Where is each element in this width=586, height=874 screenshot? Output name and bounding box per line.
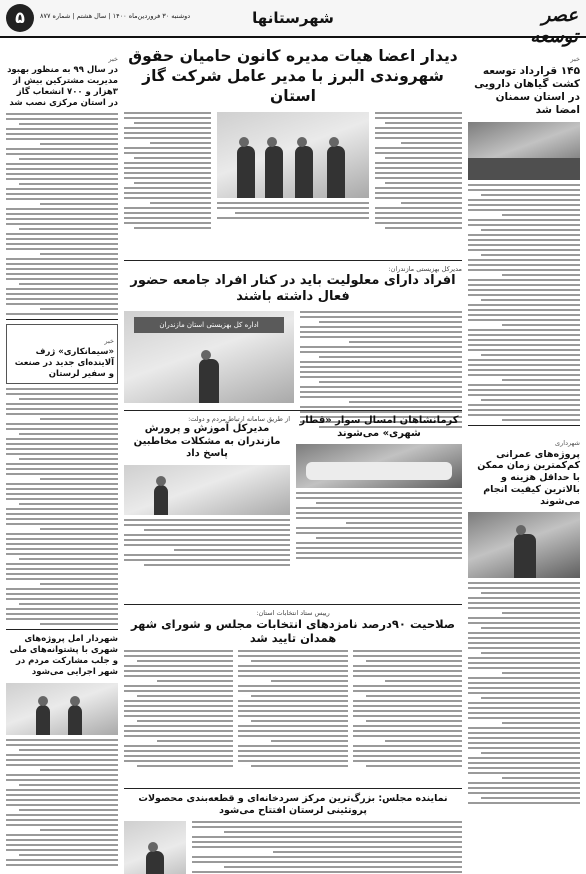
left-story1-body <box>6 113 118 315</box>
banner: اداره کل بهزیستی استان مازندران <box>134 317 284 333</box>
main-story4-body <box>296 492 462 559</box>
issue-info: دوشنبه ۳۰ فروردین‌ماه ۱۴۰۰ | سال هشتم | شماره ۸۷۷ <box>40 12 191 20</box>
main-story3-photo <box>124 465 290 515</box>
main-story1-photo <box>217 112 369 198</box>
main-story1-body-right <box>375 112 462 232</box>
main-story3-4 <box>124 406 462 566</box>
left-story3-photo <box>6 683 118 735</box>
main-story1 <box>124 46 462 232</box>
left-story2-body <box>6 388 118 625</box>
left-tag: خبر <box>108 55 118 63</box>
divider <box>468 425 580 426</box>
main-story3-tag: از طریق سامانه ارتباط مردم و دولت: <box>188 415 290 423</box>
right-story2-body <box>468 582 580 804</box>
main-story1-title: دیدار اعضا هیات مدیره کانون حامیان حقوق شهروندی البرز با مدیر عامل شرکت گاز استان <box>128 47 458 106</box>
right-story2-photo <box>468 512 580 578</box>
right-story1-body <box>468 184 580 421</box>
page-number: ۵ <box>6 4 34 32</box>
right-story2-title: پروژه‌های عمرانی کم‌کمترین زمان ممکن با حداقل هزینه و بالاترین کیفیت انجام می‌شوند <box>477 448 580 507</box>
page-header <box>0 0 586 47</box>
main-story4-photo <box>296 444 462 488</box>
right-tag: خبر <box>570 55 580 63</box>
main-story4 <box>296 415 462 566</box>
right-story1-photo <box>468 122 580 180</box>
main-story6-title: نماینده مجلس: بزرگ‌ترین مرکز سردخانه‌ای و قطعه‌بندی محصولات پروتئینی لرستان افتتاح می‌شود <box>138 793 448 816</box>
right-column <box>468 46 580 870</box>
right-story1-title: ۱۴۵ قرارداد توسعه کشت گیاهان دارویی در استان سمنان امضا شد <box>474 65 580 117</box>
main-story3-title: مدیرکل آموزش و پرورش مازندران به مشکلات مخاطبین پاسخ داد <box>133 423 281 459</box>
brand-name: عصر توسعه <box>530 5 578 47</box>
main-story4-title: کرمانشاهان امسال سوار «قطار شهری» می‌شوند <box>299 415 459 439</box>
main-story5 <box>124 600 462 767</box>
section-title: شهرستانها <box>252 9 334 27</box>
left-story3-body <box>6 739 118 866</box>
main-story3-body <box>124 519 290 566</box>
left-story2-title: «سیمانکاری» ژرف آلاینده‌ای جدید در صنعت و سفیر لرستان <box>14 347 114 380</box>
divider <box>6 319 118 320</box>
main-story1-body-left <box>124 112 211 232</box>
left-story2-box <box>6 324 118 384</box>
left-story2-tag: خبر <box>104 337 114 346</box>
left-story1-title: در سال ۹۹ به منظور بهبود مدیریت مشترکین بیش از ۳هزار و ۷۰۰ انشعاب گاز در استان مرکزی نصب شد <box>7 65 118 109</box>
divider <box>6 629 118 630</box>
main-story6 <box>124 784 462 874</box>
left-column <box>6 46 118 870</box>
main-column <box>124 46 462 870</box>
main-story3 <box>124 415 290 566</box>
main-story5-title: صلاحیت ۹۰درصد نامزدهای انتخابات مجلس و شورای شهر همدان تایید شد <box>131 617 455 645</box>
left-story3-title: شهردار امل پروژه‌های شهری با پشتوانه‌های ملی و جلب مشارکت مردم در شهر اجرایی می‌شود <box>9 634 118 678</box>
main-story6-photo <box>124 821 186 874</box>
main-story2-title: افراد دارای معلولیت باید در کنار افراد جامعه حضور فعال داشته باشند <box>130 273 456 305</box>
main-story2 <box>124 256 462 428</box>
main-story2-photo <box>124 311 294 403</box>
main-story5-tag: رییس ستاد انتخابات استان: <box>256 609 330 617</box>
main-story2-tag: مدیرکل بهزیستی مازندران: <box>388 265 462 273</box>
right-story2-tag: شهرداری <box>555 438 580 447</box>
